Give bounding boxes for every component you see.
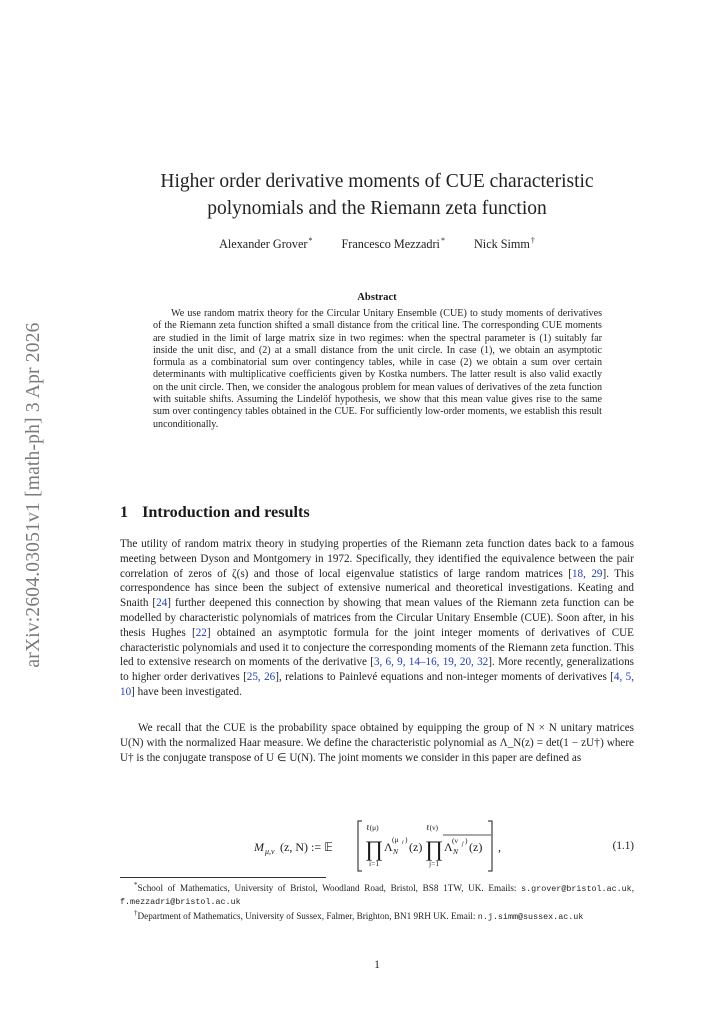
paper-title (120, 168, 634, 222)
intro-paragraph-1: The utility of random matrix theory in studying properties of the Riemann zeta function dates back to a famous meeting between Dyson and Montgomery in 1972. Specifically, they identified the equivalence between the pair correlation of zeros of ζ(s) and those of local eigenvalue statistics of large random matrices [18, 29]. This correspondence has since been the subject of extensive numerical and theoretical investigations. Keating and Snaith [24] further deepened this connection by showing that mean values of the Riemann zeta function can be modelled by characteristic polynomials of matrices from the Circular Unitary Ensemble (CUE). Soon after, in his thesis Hughes [22] obtained an asymptotic formula for the joint integer moments of derivatives of CUE characteristic polynomials and used it to conjecture the corresponding moments of the Riemann zeta function. This led to extensive research on moments of the derivative [3, 6, 9, 14–16, 19, 20, 32]. More recently, generalizations to higher order derivatives [25, 26], relations to Painlevé equations and non-integer moments of derivatives [4, 5, 10] have been investigated. (120, 538, 635, 698)
author-grover: Alexander Grover* (219, 236, 313, 251)
email-link[interactable]: s.grover@bristol.ac.uk (521, 884, 632, 894)
citation-link[interactable]: 18, 29 (571, 567, 603, 580)
arxiv-identifier: arXiv:2604.03051v1 [math-ph] 3 Apr 2026 (23, 322, 44, 668)
eq-prod2-lower: j=1 (429, 859, 440, 868)
email-link[interactable]: n.j.simm@sussex.ac.uk (477, 912, 584, 923)
eq-exp1-sub: i (402, 840, 404, 846)
eq-prod1-upper: ℓ(μ) (366, 823, 379, 832)
citation-link[interactable]: 3, 6, 9, 14–16, 19, 20, 32 (373, 656, 489, 669)
citation-link[interactable]: 24 (156, 597, 168, 610)
section-number: 1 (120, 503, 129, 521)
eq-lhs-subscript: μ,ν (265, 847, 275, 856)
author-footnote-mark: † (530, 236, 535, 245)
eq-product-symbol: ∏ (425, 836, 444, 861)
eq-product-symbol: ∏ (365, 836, 384, 861)
eq-exp2-sub: j (462, 841, 464, 847)
footnote-sussex: †Department of Mathematics, University of Sussex, Falmer, Brighton, BN1 9RH UK. Email: n.j.simm@sussex.ac.uk (134, 909, 584, 923)
eq-lambda: Λ (444, 840, 453, 854)
section-title: Introduction and results (142, 503, 310, 521)
arxiv-sidebar-stamp (22, 290, 46, 700)
author-list (120, 236, 634, 252)
citation-link[interactable]: 4, 5, 10 (120, 671, 634, 698)
abstract-heading: Abstract (357, 292, 397, 303)
equation-1-1 (120, 818, 634, 878)
eq-lambda-sub: N (393, 847, 399, 856)
author-footnote-mark: * (308, 236, 313, 245)
equation-formula (120, 818, 560, 878)
footnote-bristol: *School of Mathematics, University of Bristol, Woodland Road, Bristol, BS8 1TW, UK. Emails: s.grover@bristol.ac.uk, f.mezzadri@bristol.ac.uk (120, 881, 634, 907)
footnote-divider (120, 877, 326, 878)
eq-lambda: Λ (384, 840, 393, 854)
citation-link[interactable]: 25, 26 (246, 671, 276, 684)
equation-number: (1.1) (612, 840, 634, 852)
title-line-2: polynomials and the Riemann zeta function (207, 198, 547, 219)
eq-left-bracket (358, 821, 362, 871)
eq-comma: , (498, 840, 501, 854)
intro-paragraph-2: We recall that the CUE is the probability space obtained by equipping the group of N × N unitary matrices U(N) with the normalized Haar measure. We define the characteristic polynomial as Λ_N(z) = det(1 − zU†) where U† is the conjugate transpose of U ∈ U(N). The joint moments we consider in this paper are defined as (120, 722, 634, 764)
eq-arg1: (z) (409, 840, 423, 854)
eq-exp2-close: ) (465, 836, 468, 845)
email-link[interactable]: f.mezzadri@bristol.ac.uk (120, 896, 241, 907)
author-simm: Nick Simm† (474, 236, 535, 251)
eq-exp1-close: ) (405, 835, 408, 844)
eq-prod1-lower: i=1 (369, 859, 380, 868)
citation-link[interactable]: 22 (195, 626, 207, 639)
eq-prod2-upper: ℓ(ν) (426, 823, 438, 832)
eq-lambda-sub: N (453, 847, 459, 856)
section-heading (120, 503, 640, 522)
eq-lhs-symbol: M (254, 840, 264, 854)
eq-exp1: (μ (392, 835, 399, 844)
eq-arg2: (z) (469, 840, 483, 854)
title-line-1: Higher order derivative moments of CUE characteristic (160, 171, 594, 192)
abstract-text: We use random matrix theory for the Circular Unitary Ensemble (CUE) to study moments of derivatives of the Riemann zeta function shifted a small distance from the critical line. The corresponding CUE moments are studied in the limit of large matrix size in two regimes: when the spectral parameter is (1) suitably far inside the unit disc, and (2) at a small distance from the unit circle. In case (1), we obtain an asymptotic formula as a combinatorial sum over contingency tables, while in case (2) we obtain a sum over certain determinants with multiplicative coefficients given by Kostka numbers. The latter result is also valid exactly on the unit circle. Then, we consider the analogous problem for mean values of derivatives of the zeta function with suitable shifts. Assuming the Lindelöf hypothesis, we show that this mean value gives rise to the same sum over contingency tables obtained in the CUE. For sufficiently low-order moments, we establish this result unconditionally. (153, 308, 602, 430)
author-footnote-mark: * (440, 236, 445, 245)
eq-lhs-args: (z, N) := 𝔼 (280, 840, 333, 854)
page-number: 1 (374, 959, 380, 971)
footnotes (120, 880, 634, 924)
eq-right-bracket (488, 821, 492, 871)
eq-exp2: (ν (452, 836, 458, 845)
author-mezzadri: Francesco Mezzadri* (341, 236, 445, 251)
